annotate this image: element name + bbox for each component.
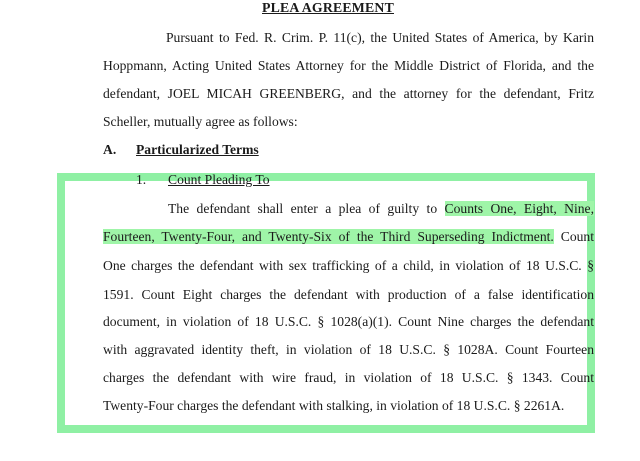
body-line-1 <box>168 201 594 217</box>
body-line-1-text: The defendant shall enter a plea of guilty to <box>168 201 445 216</box>
subsection-title: Count Pleading To <box>168 172 270 187</box>
body-line-6: with aggravated identity theft, in violation of 18 U.S.C. § 1028A. Count Fourteen <box>103 342 594 357</box>
intro-line-2: Hoppmann, Acting United States Attorney for the Middle District of Florida, and the <box>103 58 594 73</box>
section-title: Particularized Terms <box>136 142 259 157</box>
body-line-4: 1591. Count Eight charges the defendant with production of a false identification <box>103 287 594 302</box>
intro-line-4: Scheller, mutually agree as follows: <box>103 114 298 129</box>
body-line-2-text: Count <box>553 229 594 244</box>
body-line-2 <box>103 229 594 245</box>
body-line-7: charges the defendant with wire fraud, in violation of 18 U.S.C. § 1343. Count <box>103 370 594 385</box>
subsection-number: 1. <box>136 172 147 187</box>
body-line-5: document, in violation of 18 U.S.C. § 1028(a)(1). Count Nine charges the defendant <box>103 314 594 329</box>
section-label: A. <box>103 142 117 157</box>
intro-line-1: Pursuant to Fed. R. Crim. P. 11(c), the United States of America, by Karin <box>166 30 594 45</box>
body-line-3: One charges the defendant with sex trafficking of a child, in violation of 18 U.S.C. § <box>103 258 594 273</box>
document-title: PLEA AGREEMENT <box>262 0 394 15</box>
highlighted-counts-2: Fourteen, Twenty-Four, and Twenty-Six of the Third Superseding Indictment. <box>103 229 554 244</box>
highlighted-counts-1: Counts One, Eight, Nine, <box>444 201 594 216</box>
intro-line-3: defendant, JOEL MICAH GREENBERG, and the attorney for the defendant, Fritz <box>103 86 594 101</box>
body-line-8: Twenty-Four charges the defendant with stalking, in violation of 18 U.S.C. § 2261A. <box>103 398 565 413</box>
